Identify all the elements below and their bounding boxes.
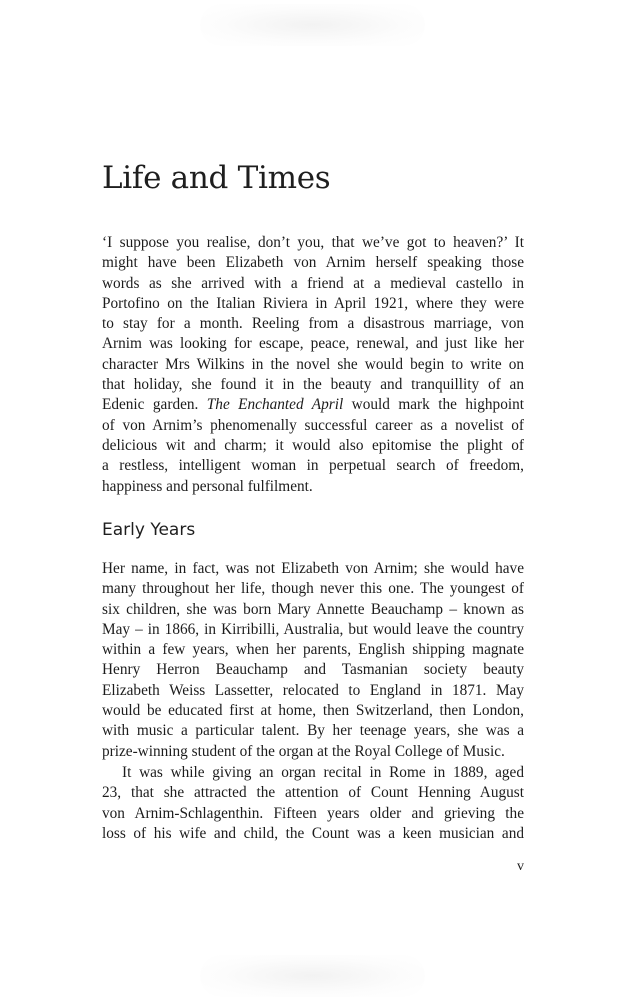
text-line: Elizabeth Weiss Lassetter, relocated to England in 1871. May [102, 681, 524, 699]
text-line: prize-winning student of the organ at the Royal College of Music. [102, 742, 505, 760]
text-line: might have been Elizabeth von Arnim herself speaking those [102, 254, 524, 272]
text-line: ‘I suppose you realise, don’t you, that we’ve got to heaven?’ It [102, 234, 524, 251]
text-line: 23, that she attracted the attention of Count Henning August [102, 784, 524, 802]
book-title: The Enchanted April [206, 396, 344, 414]
show-through-mark-bottom [200, 955, 425, 997]
text-line: character Mrs Wilkins in the novel she would begin to write on [102, 355, 524, 373]
intro-paragraph [102, 233, 524, 497]
text-line: happiness and personal fulfilment. [102, 477, 313, 495]
text-line: with music a particular talent. By her teenage years, she was a [102, 722, 524, 740]
text-line: would be educated first at home, then Switzerland, then London, [102, 702, 524, 720]
text-line [102, 395, 524, 415]
text-line: words as she arrived with a friend at a medieval castello in [102, 274, 524, 292]
text-line: loss of his wife and child, the Count was a keen musician and [102, 824, 524, 842]
text-line: Henry Herron Beauchamp and Tasmanian society beauty [102, 661, 524, 679]
text-line: Arnim was looking for escape, peace, renewal, and just like her [102, 335, 524, 353]
text-line: May – in 1866, in Kirribilli, Australia, but would leave the country [102, 620, 524, 638]
text-line: within a few years, when her parents, English shipping magnate [102, 641, 524, 659]
text-line: to stay for a month. Reeling from a disastrous marriage, von [102, 315, 524, 333]
text-line: delicious wit and charm; it would also epitomise the plight of [102, 436, 524, 454]
text-line: a restless, intelligent woman in perpetual search of freedom, [102, 457, 524, 475]
text-line: Portofino on the Italian Riviera in April 1921, where they were [102, 294, 524, 312]
text-line: six children, she was born Mary Annette Beauchamp – known as [102, 600, 524, 618]
show-through-mark-top [200, 4, 425, 46]
text-line: that holiday, she found it in the beauty and tranquillity of an [102, 376, 524, 394]
text-line: many throughout her life, though never this one. The youngest of [102, 580, 524, 598]
text-line: It was while giving an organ recital in Rome in 1889, aged [122, 764, 524, 781]
chapter-title: Life and Times [102, 160, 331, 196]
text-line: von Arnim-Schlagenthin. Fifteen years older and grieving the [102, 804, 524, 822]
body-paragraph-2 [102, 763, 524, 844]
text-fragment: Edenic garden. [102, 396, 207, 414]
text-fragment: would mark the highpoint [343, 396, 524, 414]
page-number: v [517, 859, 524, 874]
body-paragraph-1 [102, 559, 524, 762]
text-line: Her name, in fact, was not Elizabeth von Arnim; she would have [102, 560, 524, 577]
text-line: of von Arnim’s phenomenally successful career as a novelist of [102, 416, 524, 434]
section-heading: Early Years [102, 520, 196, 540]
